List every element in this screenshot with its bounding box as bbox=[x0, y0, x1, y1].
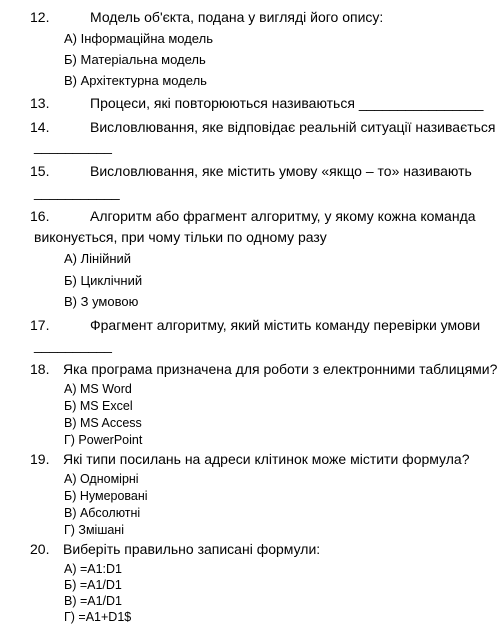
question-number: 18. bbox=[30, 361, 50, 377]
question-text: Процеси, які повторюються називаються ________________ bbox=[90, 95, 484, 111]
question-text: Висловлювання, яке відповідає реальній ситуації називається bbox=[90, 119, 496, 135]
option-item: В) =A1/D1 bbox=[64, 594, 123, 608]
option-item: В) MS Access bbox=[64, 416, 142, 430]
question-text: Модель об'єкта, подана у вигляді його опису: bbox=[90, 9, 384, 25]
option-item: В) Архітектурна модель bbox=[64, 73, 207, 88]
answer-line: __________ bbox=[34, 337, 112, 353]
question-number: 12. bbox=[30, 9, 50, 25]
question-text: Які типи посилань на адреси клітинок може містити формула? bbox=[63, 451, 470, 467]
option-item: В) Абсолютні bbox=[64, 506, 141, 520]
question-number: 19. bbox=[30, 451, 50, 467]
question-text: Висловлювання, яке містить умову «якщо – то» називають bbox=[90, 163, 472, 179]
question-text: Виберіть правильно записані формули: bbox=[63, 541, 321, 557]
answer-line: ___________ bbox=[34, 184, 120, 200]
question-number: 14. bbox=[30, 119, 50, 135]
option-item: Б) Нумеровані bbox=[64, 489, 148, 503]
question-text: Яка програма призначена для роботи з електронними таблицями? bbox=[63, 361, 498, 377]
question-text: виконується, при чому тільки по одному разу bbox=[34, 229, 327, 245]
question-number: 16. bbox=[30, 208, 50, 224]
option-item: А) =A1:D1 bbox=[64, 562, 123, 576]
option-item: А) MS Word bbox=[64, 382, 132, 396]
answer-line: __________ bbox=[34, 138, 112, 154]
question-number: 13. bbox=[30, 95, 50, 111]
question-number: 20. bbox=[30, 541, 50, 557]
option-item: А) Одномірні bbox=[64, 472, 139, 486]
option-item: Б) Циклічний bbox=[64, 273, 143, 288]
question-number: 17. bbox=[30, 317, 50, 333]
question-text: Алгоритм або фрагмент алгоритму, у якому кожна команда bbox=[90, 208, 476, 224]
option-item: А) Лінійний bbox=[64, 251, 132, 266]
option-item: Б) Матеріальна модель bbox=[64, 52, 206, 67]
option-item: В) З умовою bbox=[64, 294, 139, 309]
option-item: Б) MS Excel bbox=[64, 399, 133, 413]
question-number: 15. bbox=[30, 163, 50, 179]
option-item: Б) =A1/D1 bbox=[64, 578, 122, 592]
option-item: Г) =A1+D1$ bbox=[64, 610, 132, 624]
option-item: Г) PowerPoint bbox=[64, 433, 143, 447]
option-item: Г) Змішані bbox=[64, 523, 124, 537]
option-item: А) Інформаційна модель bbox=[64, 31, 213, 46]
question-text: Фрагмент алгоритму, який містить команду перевірки умови bbox=[90, 317, 481, 333]
